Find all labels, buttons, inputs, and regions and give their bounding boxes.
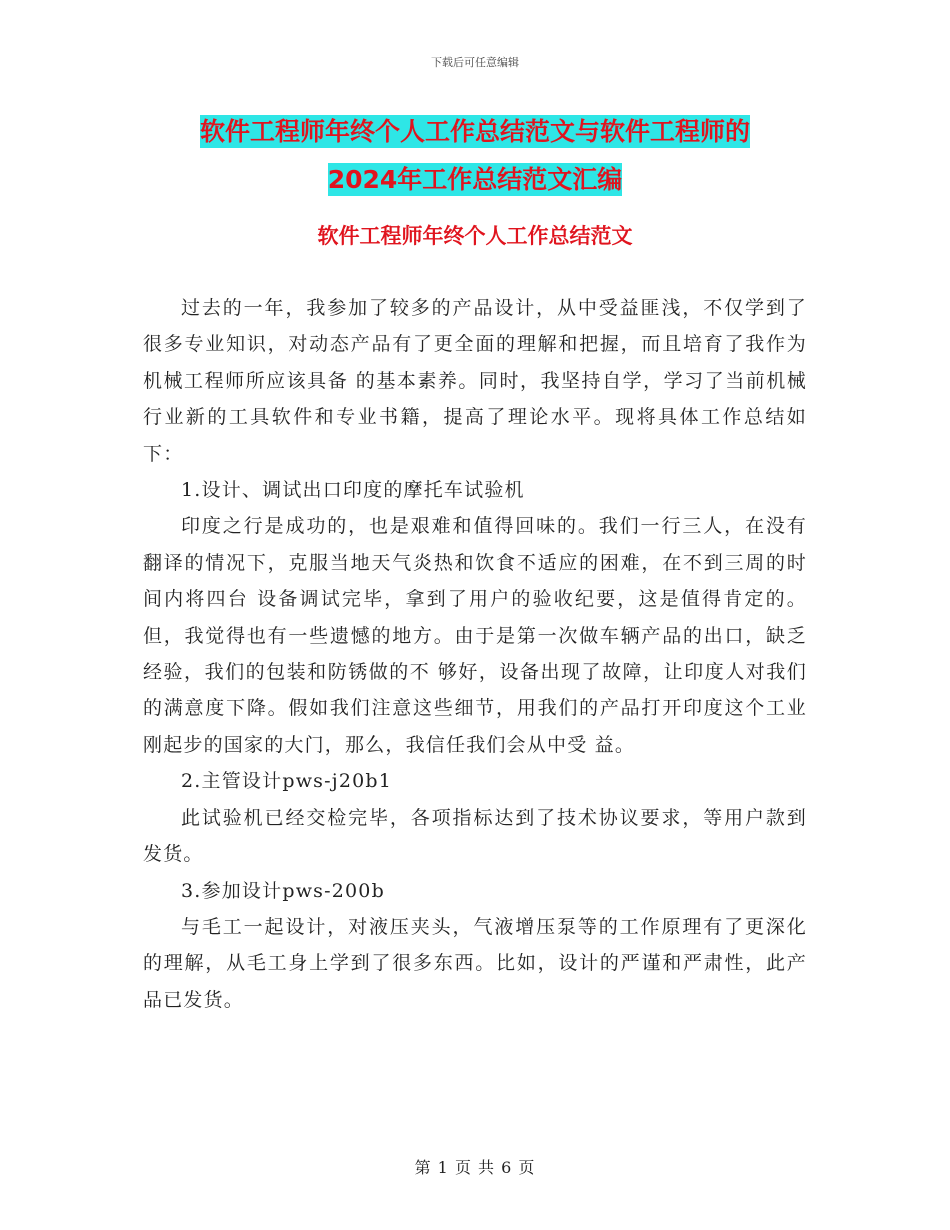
paragraph-2: 此试验机已经交检完毕，各项指标达到了技术协议要求，等用户款到发货。 (143, 806, 807, 866)
paragraph-intro: 过去的一年，我参加了较多的产品设计，从中受益匪浅，不仅学到了很多专业知识，对动态产品有了更全面的理解和把握，而且培育了我作为机械工程师所应该具备 的基本素养。同时，我坚持自学，学习了当前机械行业新的工具软件和专业书籍，提高了理论水平。现将具体工作总结如下： (143, 297, 807, 465)
paragraph-3: 与毛工一起设计，对液压夹头，气液增压泵等的工作原理有了更深化的理解，从毛工身上学到了很多东西。比如，设计的严谨和严肃性，此产品已发货。 (143, 915, 807, 1011)
paragraph-1: 印度之行是成功的，也是艰难和值得回味的。我们一行三人，在没有翻译的情况下，克服当地天气炎热和饮食不适应的困难，在不到三周的时间内将四台 设备调试完毕，拿到了用户的验收纪要，这是值得肯定的。但，我觉得也有一些遗憾的地方。由于是第一次做车辆产品的出口，缺乏经验，我们的包装和防锈做的不 够好，设备出现了故障，让印度人对我们的满意度下降。假如我们注意这些细节，用我们的产品打开印度这个工业刚起步的国家的大门，那么，我信任我们会从中受 益。 (143, 515, 807, 756)
document-body (143, 290, 807, 1018)
title-line-1: 软件工程师年终个人工作总结范文与软件工程师的 (199, 117, 750, 146)
list-item-2: 2.主管设计pws-j20b1 (181, 770, 393, 793)
section-subtitle: 软件工程师年终个人工作总结范文 (317, 224, 633, 248)
document-title (0, 108, 950, 204)
title-line-2: 2024年工作总结范文汇编 (327, 165, 623, 194)
header-note: 下载后可任意编辑 (431, 56, 519, 69)
list-item-3: 3.参加设计pws-200b (181, 879, 385, 902)
list-item-1: 1.设计、调试出口印度的摩托车试验机 (181, 479, 525, 502)
page-footer: 第 1 页 共 6 页 (414, 1158, 536, 1177)
